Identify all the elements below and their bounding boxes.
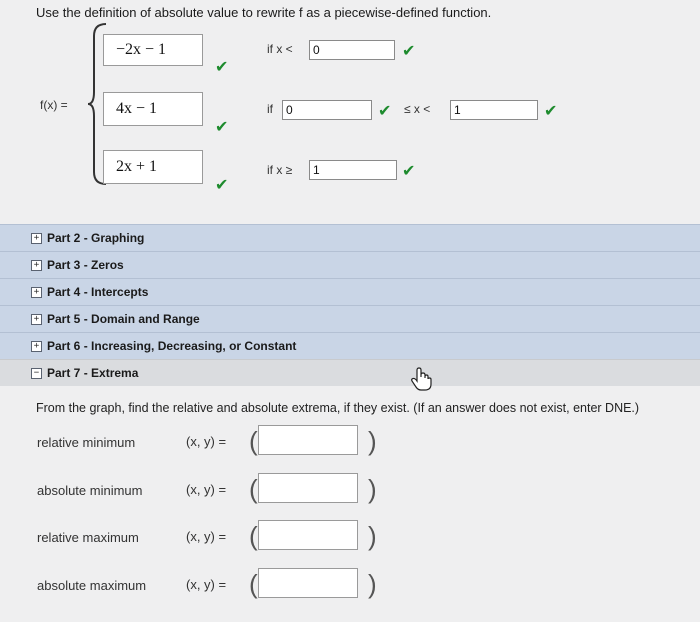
part-3-header[interactable]: + Part 3 - Zeros [0, 251, 700, 278]
check-icon: ✔ [378, 103, 392, 120]
piece-3-condition: if x ≥ [267, 163, 293, 177]
expand-plus-icon[interactable]: + [31, 287, 42, 298]
part-7-header[interactable]: − Part 7 - Extrema [0, 359, 700, 386]
part-5-header[interactable]: + Part 5 - Domain and Range [0, 305, 700, 332]
part-6-header[interactable]: + Part 6 - Increasing, Decreasing, or Constant [0, 332, 700, 359]
extrema-instructions: From the graph, find the relative and absolute extrema, if they exist. (If an answer does not exist, enter DNE.) [36, 401, 640, 415]
open-paren: ( [249, 569, 258, 599]
check-icon: ✔ [402, 43, 416, 60]
xy-label: (x, y) = [186, 577, 227, 592]
expand-plus-icon[interactable]: + [31, 341, 42, 352]
relative-minimum-label: relative minimum [37, 435, 136, 450]
absolute-minimum-label: absolute minimum [37, 483, 143, 498]
expand-plus-icon[interactable]: + [31, 260, 42, 271]
hand-cursor-icon [410, 366, 432, 392]
collapse-minus-icon[interactable]: − [31, 368, 42, 379]
piece-2-middle: ≤ x < [404, 102, 431, 116]
piece-3-expression[interactable]: 2x + 1 [103, 150, 203, 184]
open-paren: ( [249, 426, 258, 456]
xy-label: (x, y) = [186, 482, 227, 497]
problem-title: Use the definition of absolute value to rewrite f as a piecewise-defined function. [36, 5, 492, 20]
xy-label: (x, y) = [186, 434, 227, 449]
piece-2-expression[interactable]: 4x − 1 [103, 92, 203, 126]
relative-maximum-label: relative maximum [37, 530, 139, 545]
piece-1-condition: if x < [267, 42, 293, 56]
piece-3-bound-input[interactable]: 1 [309, 160, 397, 180]
check-icon: ✔ [215, 59, 229, 76]
open-paren: ( [249, 474, 258, 504]
open-paren: ( [249, 521, 258, 551]
check-icon: ✔ [544, 103, 558, 120]
xy-label: (x, y) = [186, 529, 227, 544]
relative-minimum-input[interactable] [258, 425, 358, 455]
close-paren: ) [368, 474, 377, 504]
close-paren: ) [368, 569, 377, 599]
close-paren: ) [368, 426, 377, 456]
absolute-minimum-input[interactable] [258, 473, 358, 503]
check-icon: ✔ [215, 119, 229, 136]
piece-2-condition: if [267, 102, 273, 116]
absolute-maximum-input[interactable] [258, 568, 358, 598]
piece-2-upper-bound-input[interactable]: 1 [450, 100, 538, 120]
piece-1-expression[interactable]: −2x − 1 [103, 34, 203, 66]
function-label: f(x) = [40, 98, 68, 112]
check-icon: ✔ [215, 177, 229, 194]
piece-2-lower-bound-input[interactable]: 0 [282, 100, 372, 120]
relative-maximum-input[interactable] [258, 520, 358, 550]
expand-plus-icon[interactable]: + [31, 233, 42, 244]
part-2-header[interactable]: + Part 2 - Graphing [0, 224, 700, 251]
close-paren: ) [368, 521, 377, 551]
piece-1-bound-input[interactable]: 0 [309, 40, 395, 60]
expand-plus-icon[interactable]: + [31, 314, 42, 325]
check-icon: ✔ [402, 163, 416, 180]
absolute-maximum-label: absolute maximum [37, 578, 147, 593]
parts-list [0, 224, 700, 384]
part-4-header[interactable]: + Part 4 - Intercepts [0, 278, 700, 305]
